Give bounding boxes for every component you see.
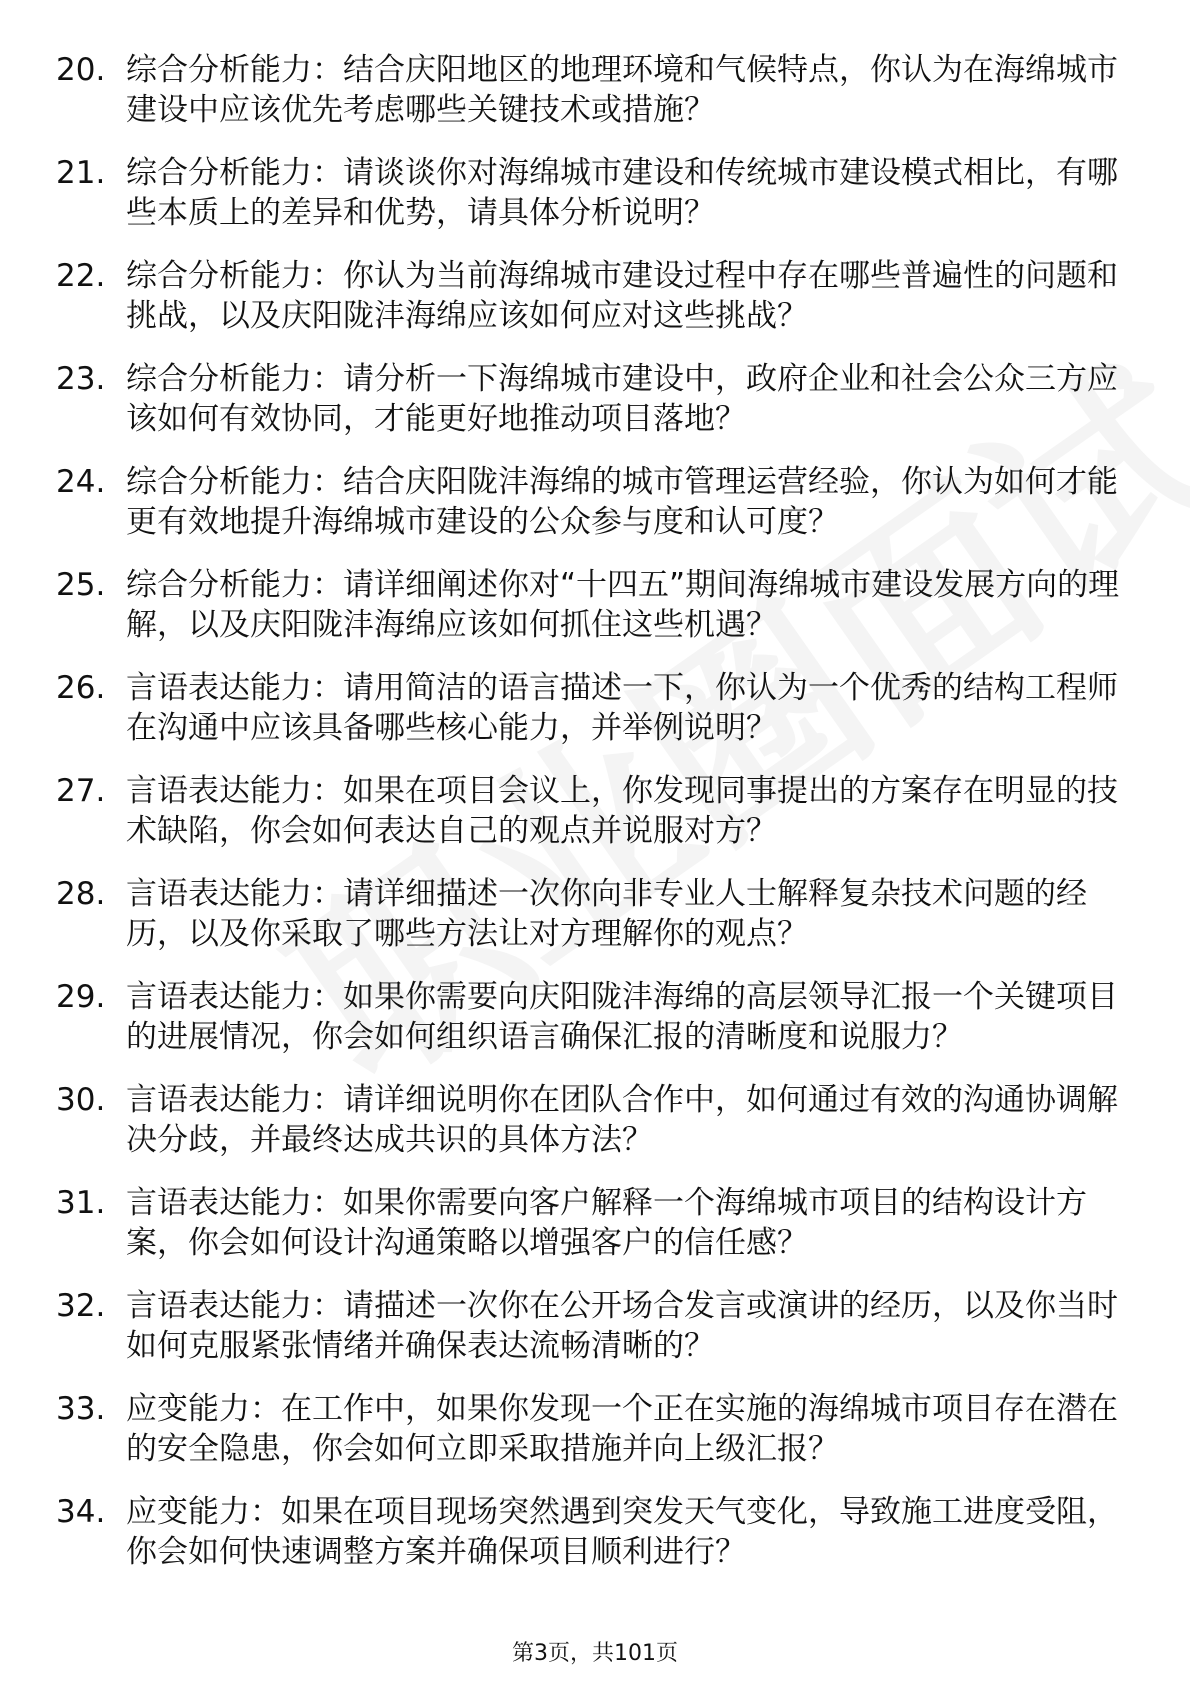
question-number: 23. bbox=[56, 361, 106, 397]
question-item-29 bbox=[56, 977, 1136, 1057]
question-item-31 bbox=[56, 1183, 1136, 1263]
question-item-34 bbox=[56, 1492, 1136, 1572]
question-number: 30. bbox=[56, 1082, 106, 1118]
question-text: 言语表达能力：如果在项目会议上，你发现同事提出的方案存在明显的技术缺陷，你会如何表达自己的观点并说服对方？ bbox=[126, 773, 1118, 849]
question-item-24 bbox=[56, 462, 1136, 542]
question-item-33 bbox=[56, 1389, 1136, 1469]
question-number: 25. bbox=[56, 567, 106, 603]
question-item-26 bbox=[56, 668, 1136, 748]
question-number: 22. bbox=[56, 258, 106, 294]
question-item-32 bbox=[56, 1286, 1136, 1366]
question-number: 24. bbox=[56, 464, 106, 500]
question-text: 言语表达能力：请描述一次你在公开场合发言或演讲的经历，以及你当时如何克服紧张情绪并确保表达流畅清晰的？ bbox=[126, 1288, 1118, 1364]
question-number: 34. bbox=[56, 1494, 106, 1530]
question-text: 言语表达能力：请用简洁的语言描述一下，你认为一个优秀的结构工程师在沟通中应该具备哪些核心能力，并举例说明？ bbox=[126, 670, 1118, 746]
question-text: 综合分析能力：请谈谈你对海绵城市建设和传统城市建设模式相比，有哪些本质上的差异和优势，请具体分析说明？ bbox=[126, 155, 1118, 231]
question-text: 应变能力：在工作中，如果你发现一个正在实施的海绵城市项目存在潜在的安全隐患，你会如何立即采取措施并向上级汇报？ bbox=[126, 1391, 1118, 1467]
page-indicator: 第3页，共101页 bbox=[512, 1641, 678, 1666]
question-text: 综合分析能力：你认为当前海绵城市建设过程中存在哪些普遍性的问题和挑战，以及庆阳陇沣海绵应该如何应对这些挑战？ bbox=[126, 258, 1118, 334]
question-text: 言语表达能力：请详细说明你在团队合作中，如何通过有效的沟通协调解决分歧，并最终达成共识的具体方法？ bbox=[126, 1082, 1118, 1158]
question-number: 21. bbox=[56, 155, 106, 191]
question-number: 20. bbox=[56, 52, 106, 88]
question-text: 综合分析能力：请分析一下海绵城市建设中，政府企业和社会公众三方应该如何有效协同，才能更好地推动项目落地？ bbox=[126, 361, 1118, 437]
question-number: 31. bbox=[56, 1185, 106, 1221]
question-number: 32. bbox=[56, 1288, 106, 1324]
question-item-21 bbox=[56, 153, 1136, 233]
question-number: 28. bbox=[56, 876, 106, 912]
question-item-20 bbox=[56, 50, 1136, 130]
question-item-22 bbox=[56, 256, 1136, 336]
question-item-30 bbox=[56, 1080, 1136, 1160]
question-text: 综合分析能力：请详细阐述你对“十四五”期间海绵城市建设发展方向的理解，以及庆阳陇沣海绵应该如何抓住这些机遇？ bbox=[126, 567, 1120, 643]
question-number: 33. bbox=[56, 1391, 106, 1427]
question-number: 29. bbox=[56, 979, 106, 1015]
question-item-25 bbox=[56, 565, 1136, 645]
question-item-23 bbox=[56, 359, 1136, 439]
question-item-28 bbox=[56, 874, 1136, 954]
question-item-27 bbox=[56, 771, 1136, 851]
question-text: 综合分析能力：结合庆阳地区的地理环境和气候特点，你认为在海绵城市建设中应该优先考虑哪些关键技术或措施？ bbox=[126, 52, 1118, 128]
question-list bbox=[56, 50, 1136, 1595]
question-text: 言语表达能力：如果你需要向客户解释一个海绵城市项目的结构设计方案，你会如何设计沟通策略以增强客户的信任感？ bbox=[126, 1185, 1087, 1261]
question-text: 言语表达能力：请详细描述一次你向非专业人士解释复杂技术问题的经历，以及你采取了哪些方法让对方理解你的观点？ bbox=[126, 876, 1087, 952]
question-text: 应变能力：如果在项目现场突然遇到突发天气变化，导致施工进度受阻，你会如何快速调整方案并确保项目顺利进行？ bbox=[126, 1494, 1118, 1570]
question-number: 26. bbox=[56, 670, 106, 706]
question-text: 言语表达能力：如果你需要向庆阳陇沣海绵的高层领导汇报一个关键项目的进展情况，你会如何组织语言确保汇报的清晰度和说服力？ bbox=[126, 979, 1118, 1055]
question-number: 27. bbox=[56, 773, 106, 809]
question-text: 综合分析能力：结合庆阳陇沣海绵的城市管理运营经验，你认为如何才能更有效地提升海绵城市建设的公众参与度和认可度？ bbox=[126, 464, 1118, 540]
